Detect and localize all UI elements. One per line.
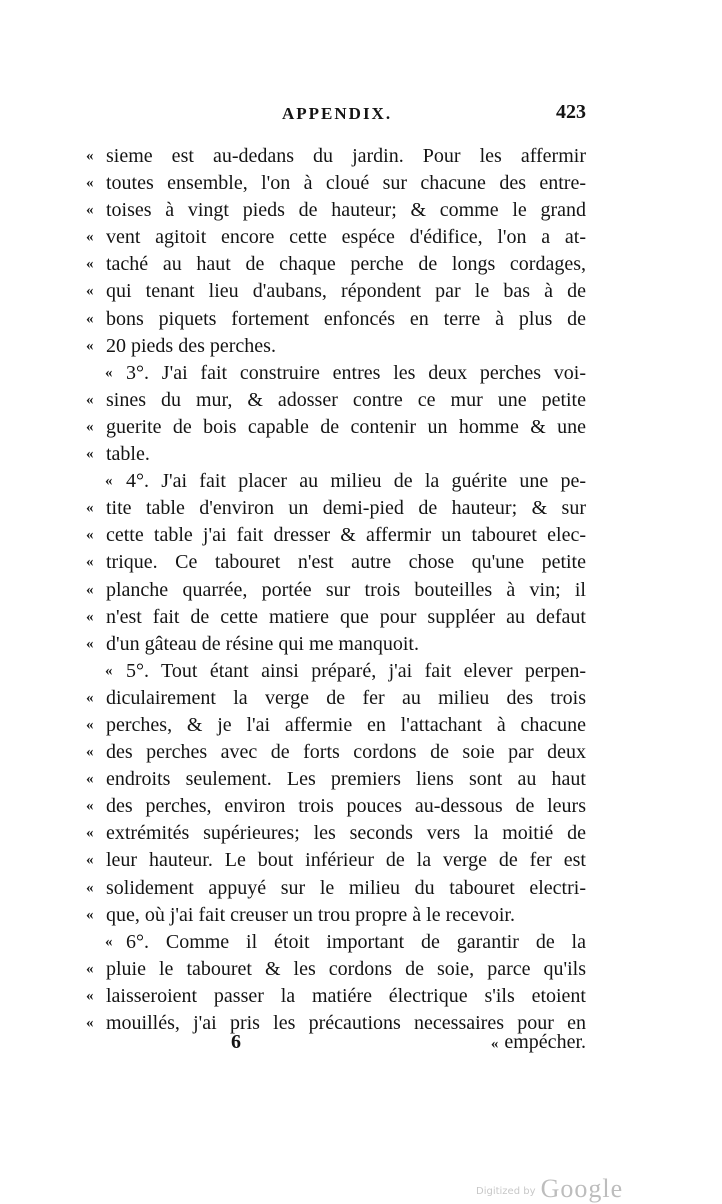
text-line [86, 631, 586, 658]
quote-mark: « [86, 229, 94, 246]
line-text: 6°. Comme il étoit important de garantir de la [126, 930, 586, 953]
quote-mark: « [86, 798, 94, 815]
quote-mark: « [86, 1015, 94, 1031]
text-line [86, 604, 586, 631]
quote-mark: « [105, 473, 113, 490]
text-line [86, 387, 586, 414]
quote-mark: « [86, 960, 94, 977]
line-text: mouillés, j'ai pris les précautions necessaires pour en [106, 1012, 586, 1034]
line-text: 3°. J'ai fait construire entres les deux perches voi- [126, 361, 586, 384]
quote-mark: « [86, 906, 94, 923]
quote-mark: « [86, 256, 94, 273]
text-line [86, 414, 586, 441]
quote-mark: « [86, 337, 94, 354]
text-line [86, 956, 586, 983]
quote-mark: « [105, 364, 113, 381]
line-text: perches, & je l'ai affermie en l'attachant à chacune [106, 713, 586, 736]
text-line [86, 875, 586, 902]
text-line [86, 441, 586, 468]
body-text [86, 143, 586, 1037]
line-text: laisseroient passer la matiére électrique s'ils etoient [106, 984, 586, 1007]
text-line [86, 495, 586, 522]
quote-mark: « [86, 581, 94, 598]
quote-mark: « [86, 554, 94, 571]
text-line [86, 306, 586, 333]
page-header [86, 101, 586, 134]
quote-mark: « [86, 418, 94, 435]
text-line [86, 577, 586, 604]
page-footer [86, 1031, 586, 1061]
quote-mark: « [86, 310, 94, 327]
line-text: 5°. Tout étant ainsi préparé, j'ai fait elever perpen- [126, 659, 586, 682]
line-text: qui tenant lieu d'aubans, répondent par le bas à de [106, 280, 586, 303]
text-line [86, 902, 586, 929]
text-line [86, 522, 586, 549]
quote-mark: « [86, 202, 94, 219]
watermark-logo: Google [540, 1174, 624, 1203]
line-text: trique. Ce tabouret n'est autre chose qu'une petite [106, 551, 586, 574]
line-text: tite table d'environ un demi-pied de hauteur; & sur [106, 497, 586, 520]
line-text: n'est fait de cette matiere que pour suppléer au defaut [106, 605, 586, 628]
text-line [86, 820, 586, 847]
line-text: d'un gâteau de résine qui me manquoit. [106, 632, 419, 655]
quote-mark: « [105, 933, 113, 950]
text-line [86, 549, 586, 576]
text-line [86, 685, 586, 712]
quote-mark: « [86, 879, 94, 896]
signature-mark: 6 [231, 1031, 241, 1053]
line-text: taché au haut de chaque perche de longs cordages, [106, 253, 586, 276]
catchword-quote: « [490, 1036, 499, 1052]
quote-mark: « [86, 771, 94, 788]
line-text: 20 pieds des perches. [106, 334, 276, 357]
line-text: vent agitoit encore cette espéce d'édifice, l'on a at- [106, 226, 586, 249]
line-text: extrémités supérieures; les seconds vers la moitié de [106, 822, 586, 845]
page-number: 423 [556, 101, 586, 123]
text-line [86, 468, 586, 495]
line-text: pluie le tabouret & les cordons de soie, parce qu'ils [106, 957, 586, 980]
text-line [86, 360, 586, 387]
watermark-small-text: Digitized by [476, 1186, 536, 1197]
text-line [86, 278, 586, 305]
text-line [86, 739, 586, 766]
catchword [491, 1031, 586, 1054]
text-line [86, 847, 586, 874]
quote-mark: « [86, 391, 94, 408]
text-line [86, 143, 586, 170]
text-line [86, 333, 586, 360]
quote-mark: « [86, 987, 94, 1004]
quote-mark: « [86, 527, 94, 544]
line-text: solidement appuyé sur le milieu du tabouret electri- [106, 876, 586, 899]
line-text: endroits seulement. Les premiers liens sont au haut [106, 768, 586, 791]
text-line [86, 224, 586, 251]
line-text: toises à vingt pieds de hauteur; & comme le grand [106, 199, 586, 222]
text-line [86, 793, 586, 820]
quote-mark: « [86, 283, 94, 300]
catchword-text: empécher. [504, 1031, 586, 1053]
line-text: leur hauteur. Le bout inférieur de la verge de fer est [106, 849, 586, 872]
quote-mark: « [86, 500, 94, 517]
text-line [86, 251, 586, 278]
line-text: diculairement la verge de fer au milieu des trois [106, 686, 586, 709]
quote-mark: « [86, 175, 94, 192]
text-line [86, 983, 586, 1010]
text-line [86, 766, 586, 793]
line-text: planche quarrée, portée sur trois bouteilles à vin; il [106, 578, 586, 601]
line-text: des perches avec de forts cordons de soie par deux [106, 741, 586, 764]
quote-mark: « [86, 608, 94, 625]
quote-mark: « [86, 148, 94, 164]
line-text: guerite de bois capable de contenir un homme & une [106, 415, 586, 438]
quote-mark: « [86, 825, 94, 842]
line-text: des perches, environ trois pouces au-dessous de leurs [106, 795, 586, 818]
quote-mark: « [86, 635, 94, 652]
text-line [86, 658, 586, 685]
text-line [86, 197, 586, 224]
line-text: que, où j'ai fait creuser un trou propre à le recevoir. [106, 903, 515, 926]
text-line [86, 712, 586, 739]
quote-mark: « [105, 662, 113, 679]
line-text: toutes ensemble, l'on à cloué sur chacune des entre- [106, 172, 586, 195]
text-line [86, 170, 586, 197]
line-text: sieme est au-dedans du jardin. Pour les affermir [106, 145, 586, 167]
digitized-watermark [476, 1174, 623, 1204]
line-text: table. [106, 443, 150, 466]
quote-mark: « [86, 446, 94, 463]
running-title: APPENDIX. [282, 104, 393, 123]
line-text: bons piquets fortement enfoncés en terre à plus de [106, 307, 586, 330]
quote-mark: « [86, 716, 94, 733]
text-line [86, 929, 586, 956]
quote-mark: « [86, 852, 94, 869]
quote-mark: « [86, 689, 94, 706]
quote-mark: « [86, 744, 94, 761]
line-text: sines du mur, & adosser contre ce mur une petite [106, 388, 586, 411]
line-text: 4°. J'ai fait placer au milieu de la guérite une pe- [126, 470, 586, 493]
line-text: cette table j'ai fait dresser & affermir un tabouret elec- [106, 524, 586, 547]
